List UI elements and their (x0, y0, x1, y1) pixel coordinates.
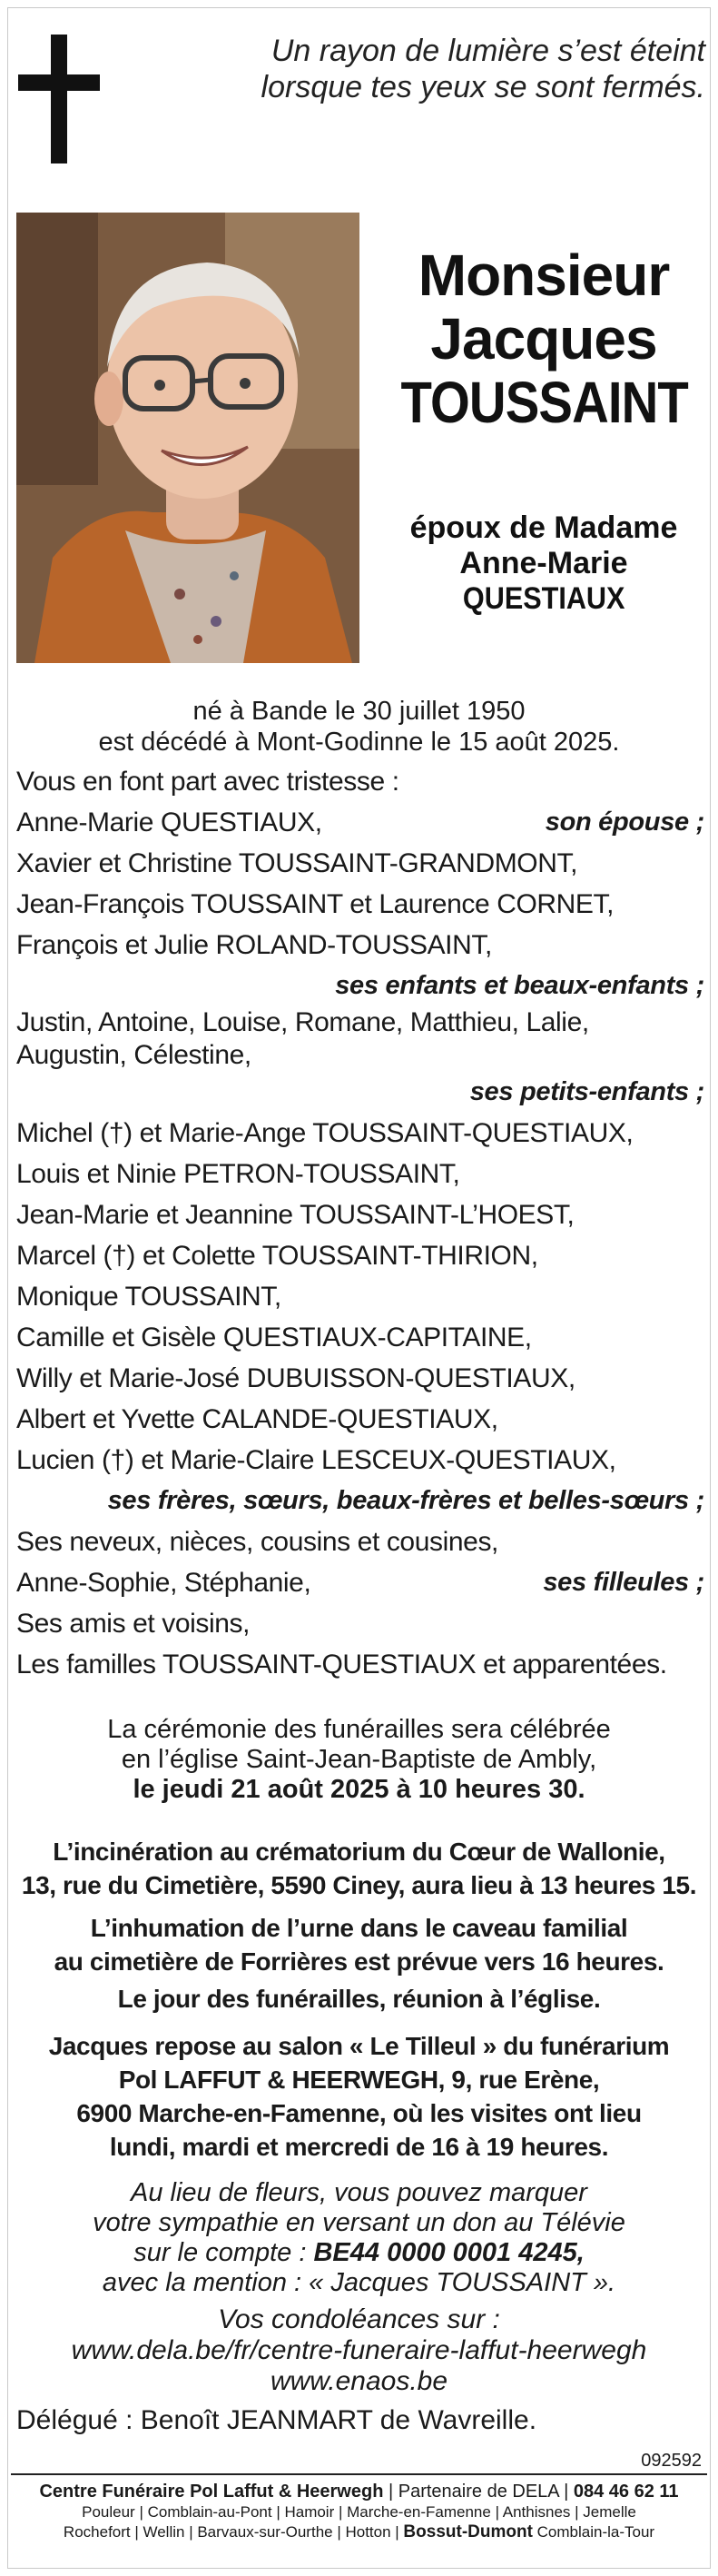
locations-list: Rochefort | Wellin | Barvaux-sur-Ourthe | Hotton | (63, 2523, 404, 2541)
inhumation-info (0, 1911, 718, 1978)
last-name: TOUSSAINT (400, 370, 688, 435)
ceremony-line: La cérémonie des funérailles sera célébrée (107, 1715, 611, 1744)
family-line: Xavier et Christine TOUSSAINT-GRANDMONT, (16, 848, 578, 878)
family-line: Albert et Yvette CALANDE-QUESTIAUX, (16, 1404, 498, 1434)
salon-line: 6900 Marche-en-Famenne, où les visites ont lieu (76, 2099, 642, 2127)
family-line: Ses amis et voisins, (16, 1609, 251, 1639)
family-line: Louis et Ninie PETRON-TOUSSAINT, (16, 1159, 460, 1189)
epigraph-line: Un rayon de lumière s’est éteint (270, 34, 705, 68)
intro-line: Vous en font part avec tristesse : (16, 767, 399, 797)
account-prefix: sur le compte : (133, 2238, 314, 2267)
salon-line: Pol LAFFUT & HEERWEGH, 9, rue Erène, (118, 2066, 600, 2094)
family-line: Marcel (†) et Colette TOUSSAINT-THIRION, (16, 1241, 538, 1271)
birth-death (0, 696, 718, 758)
footer (0, 2481, 718, 2542)
family-line: Camille et Gisèle QUESTIAUX-CAPITAINE, (16, 1323, 532, 1352)
family-line: Augustin, Célestine, (16, 1040, 251, 1070)
reference-number: 092592 (641, 2451, 702, 2471)
footer-divider (11, 2473, 707, 2475)
donation-account-line (0, 2238, 718, 2268)
family-line: Les familles TOUSSAINT-QUESTIAUX et apparentées. (16, 1650, 667, 1679)
family-list (16, 761, 704, 1685)
delegate-line: Délégué : Benoît JEANMART de Wavreille. (16, 2405, 537, 2435)
family-line: Jean-Marie et Jeannine TOUSSAINT-L’HOEST, (16, 1200, 575, 1230)
family-line: Justin, Antoine, Louise, Romane, Matthieu, Lalie, (16, 1007, 589, 1037)
family-line: Monique TOUSSAINT, (16, 1282, 281, 1312)
family-line: François et Julie ROLAND-TOUSSAINT, (16, 930, 492, 960)
cremation-info (0, 1835, 718, 1902)
epigraph (197, 33, 705, 105)
donation-line: avec la mention : « Jacques TOUSSAINT ». (102, 2268, 616, 2297)
bossut-place: Comblain-la-Tour (532, 2523, 655, 2541)
condolences-info (0, 2304, 718, 2397)
footer-company-line (0, 2481, 718, 2502)
goddaughters-row (16, 1562, 704, 1603)
account-number: BE44 0000 0001 4245, (313, 2238, 585, 2267)
spouse-name: Anne-Marie QUESTIAUX, (16, 807, 322, 837)
company-name: Centre Funéraire Pol Laffut & Heerwegh (39, 2482, 384, 2502)
goddaughters-names: Anne-Sophie, Stéphanie, (16, 1568, 311, 1598)
birth-line: né à Bande le 30 juillet 1950 (192, 697, 526, 726)
ceremony-date: le jeudi 21 août 2025 à 10 heures 30. (133, 1775, 585, 1804)
salon-info (0, 2029, 718, 2164)
family-line: Jean-François TOUSSAINT et Laurence CORNET, (16, 889, 615, 919)
epigraph-line: lorsque tes yeux se sont fermés. (261, 70, 705, 104)
spouse-row (16, 802, 704, 843)
family-line: Lucien (†) et Marie-Claire LESCEUX-QUESTIAUX, (16, 1445, 616, 1475)
reunion-info: Le jour des funérailles, réunion à l’église. (117, 1985, 601, 2013)
inhumation-line: au cimetière de Forrières est prévue vers 16 heures. (54, 1947, 664, 1976)
first-name: Jacques (430, 306, 657, 372)
inhumation-line: L’inhumation de l’urne dans le caveau familial (90, 1914, 628, 1942)
phone-number: 084 46 62 11 (573, 2482, 679, 2502)
footer-locations: Pouleur | Comblain-au-Pont | Hamoir | Marche-en-Famenne | Anthisnes | Jemelle (82, 2503, 636, 2521)
spouse-line: Anne-Marie (459, 546, 628, 580)
salon-line: Jacques repose au salon « Le Tilleul » du funérarium (48, 2032, 670, 2060)
condolences-link[interactable]: www.dela.be/fr/centre-funeraire-laffut-heerwegh (71, 2335, 647, 2365)
portrait-illustration (16, 213, 359, 663)
condolences-label: Vos condoléances sur : (218, 2304, 500, 2334)
death-line: est décédé à Mont-Godinne le 15 août 2025. (98, 728, 620, 757)
bossut-name: Bossut-Dumont (403, 2522, 533, 2541)
family-line: Michel (†) et Marie-Ange TOUSSAINT-QUESTIAUX, (16, 1118, 634, 1148)
spouse-surname: QUESTIAUX (462, 581, 625, 616)
role-label: ses filleules ; (543, 1568, 704, 1597)
cross-icon (18, 35, 105, 171)
role-label: son épouse ; (545, 807, 704, 837)
deceased-name (381, 243, 706, 434)
donation-line: Au lieu de fleurs, vous pouvez marquer (131, 2178, 587, 2207)
family-line: Ses neveux, nièces, cousins et cousines, (16, 1527, 498, 1557)
donation-line: votre sympathie en versant un don au Télévie (93, 2208, 625, 2237)
ceremony-line: en l’église Saint-Jean-Baptiste de Ambly, (121, 1745, 597, 1774)
cremation-line: L’incinération au crématorium du Cœur de Wallonie, (53, 1838, 665, 1866)
title: Monsieur (418, 243, 670, 308)
ceremony-info (0, 1715, 718, 1805)
salon-line: lundi, mardi et mercredi de 16 à 19 heures. (109, 2133, 609, 2161)
spouse-line: époux de Madame (409, 510, 678, 545)
role-label: ses frères, sœurs, beaux-frères et belles-sœurs ; (107, 1486, 704, 1515)
spouse-info (381, 510, 706, 617)
role-label: ses enfants et beaux-enfants ; (335, 971, 704, 1000)
family-line: Willy et Marie-José DUBUISSON-QUESTIAUX, (16, 1363, 575, 1393)
footer-locations-2 (0, 2522, 718, 2542)
partner-label: | Partenaire de DELA | (383, 2482, 574, 2502)
role-label: ses petits-enfants ; (469, 1077, 704, 1106)
condolences-link[interactable]: www.enaos.be (270, 2366, 448, 2396)
portrait-photo (16, 213, 359, 663)
cremation-line: 13, rue du Cimetière, 5590 Ciney, aura lieu à 13 heures 15. (21, 1871, 697, 1899)
donation-info (0, 2178, 718, 2298)
